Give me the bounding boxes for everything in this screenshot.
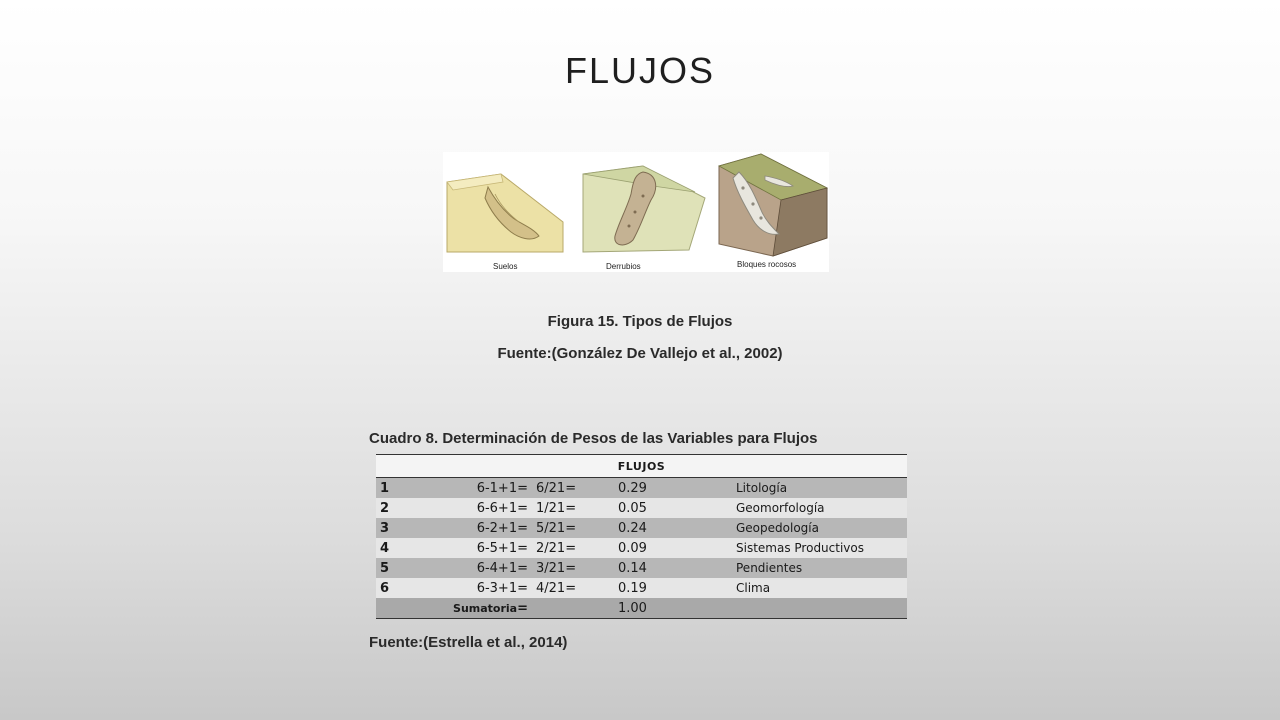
expression-cell: 6-1+1=	[424, 478, 532, 499]
variable-cell: Geomorfología	[732, 498, 907, 518]
table-row	[376, 518, 907, 538]
weight-cell: 0.24	[614, 518, 732, 538]
expression-cell: 6-5+1=	[424, 538, 532, 558]
variable-cell: Sistemas Productivos	[732, 538, 907, 558]
figure-caption: Figura 15. Tipos de Flujos	[547, 313, 733, 330]
rank-cell: 5	[376, 558, 424, 578]
weight-cell: 0.19	[614, 578, 732, 598]
variable-cell: Pendientes	[732, 558, 907, 578]
expression-cell: 6-4+1=	[424, 558, 532, 578]
variable-cell: Litología	[732, 478, 907, 499]
table-row	[376, 538, 907, 558]
fraction-cell: 2/21=	[532, 538, 614, 558]
table-row	[376, 478, 907, 499]
figure-label-rock-blocks: Bloques rocosos	[737, 260, 797, 269]
rank-cell: 3	[376, 518, 424, 538]
soil-flow-illustration	[447, 174, 563, 271]
sum-empty-cell	[732, 598, 907, 619]
table-title: Cuadro 8. Determinación de Pesos de las Variables para Flujos	[369, 430, 818, 447]
sum-row	[376, 598, 907, 619]
weight-cell: 0.09	[614, 538, 732, 558]
rank-cell: 4	[376, 538, 424, 558]
fraction-cell: 3/21=	[532, 558, 614, 578]
table-header: FLUJOS	[376, 455, 907, 478]
flow-types-illustration	[443, 152, 829, 272]
fraction-cell: 6/21=	[532, 478, 614, 499]
flow-types-figure	[443, 152, 829, 272]
expression-cell: 6-2+1=	[424, 518, 532, 538]
rank-cell: 2	[376, 498, 424, 518]
weight-cell: 0.29	[614, 478, 732, 499]
fraction-cell: 1/21=	[532, 498, 614, 518]
fraction-cell: 4/21=	[532, 578, 614, 598]
weight-cell: 0.14	[614, 558, 732, 578]
weight-cell: 0.05	[614, 498, 732, 518]
table-header-row	[376, 455, 907, 478]
fraction-cell: 5/21=	[532, 518, 614, 538]
debris-flow-illustration	[583, 166, 705, 271]
variable-cell: Geopedología	[732, 518, 907, 538]
weights-table	[376, 454, 907, 619]
sum-equals-sign: =	[517, 600, 528, 616]
figure-label-soils: Suelos	[493, 262, 518, 271]
sum-value-cell: 1.00	[614, 598, 732, 619]
rank-cell: 6	[376, 578, 424, 598]
expression-cell: 6-3+1=	[424, 578, 532, 598]
slide-title: FLUJOS	[564, 50, 716, 91]
expression-cell: 6-6+1=	[424, 498, 532, 518]
sum-label: Sumatoria	[453, 601, 518, 615]
figure-source: Fuente:(González De Vallejo et al., 2002)	[497, 345, 783, 362]
rock-blocks-flow-illustration	[719, 154, 827, 269]
sum-label-cell	[376, 598, 532, 619]
table-row	[376, 578, 907, 598]
table-row	[376, 558, 907, 578]
table-row	[376, 498, 907, 518]
rank-cell: 1	[376, 478, 424, 499]
variable-cell: Clima	[732, 578, 907, 598]
sum-empty-cell	[532, 598, 614, 619]
table-source: Fuente:(Estrella et al., 2014)	[369, 634, 568, 651]
figure-label-debris: Derrubios	[606, 262, 641, 271]
